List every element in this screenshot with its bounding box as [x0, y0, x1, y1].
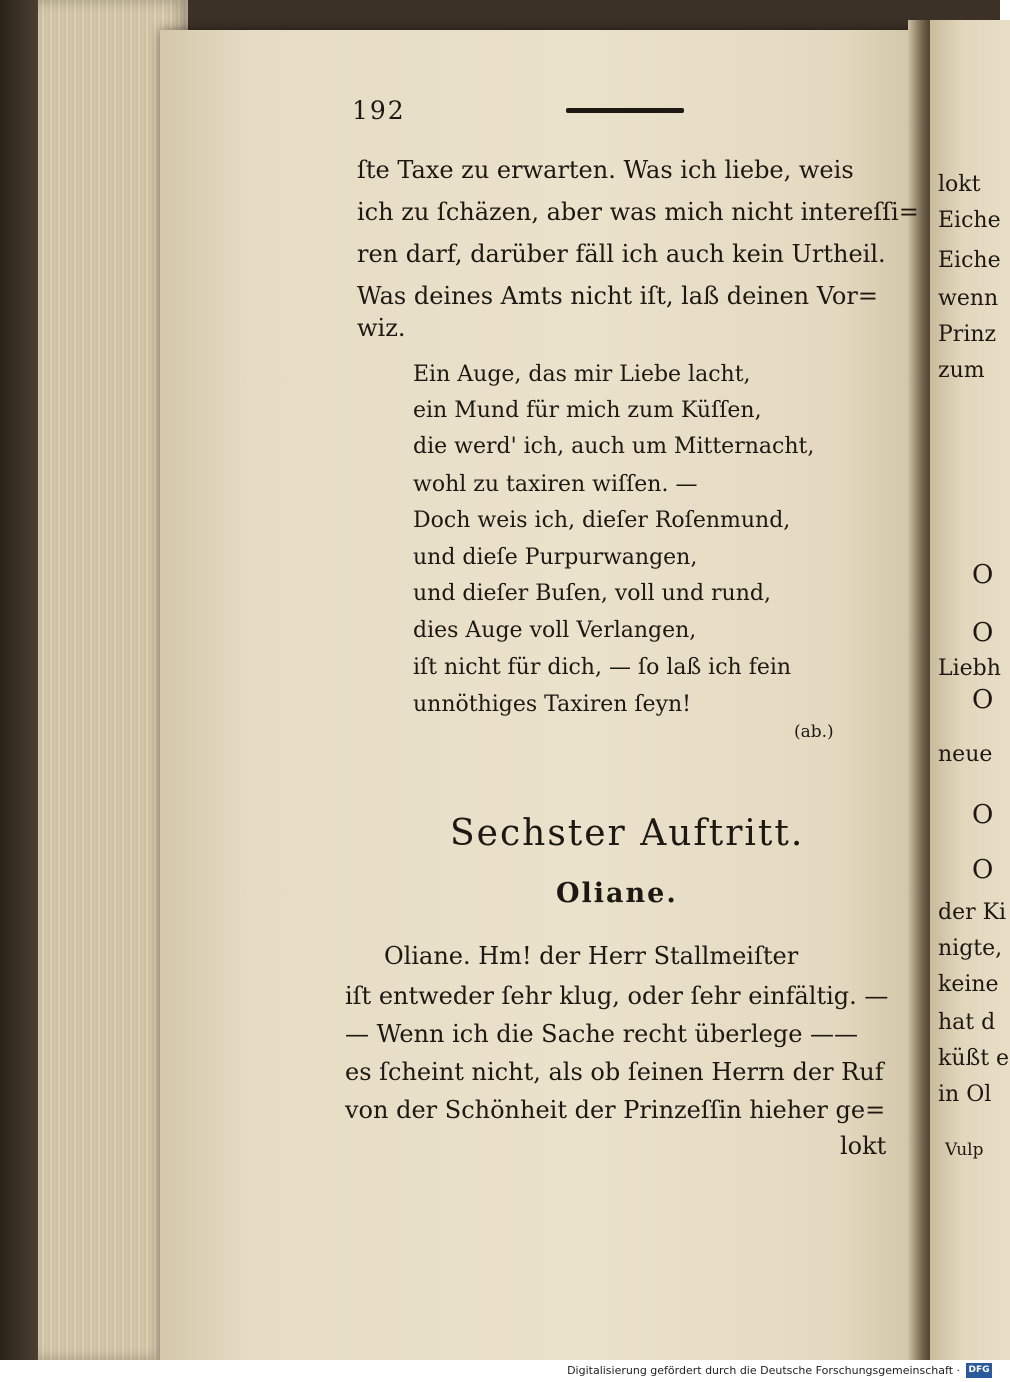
verse-line: Ein Auge, das mir Liebe lacht, — [413, 362, 751, 387]
verse-line: Doch weis ich, dieſer Roſenmund, — [413, 508, 791, 533]
next-page-fragment: O — [972, 800, 994, 830]
dialogue-line: iſt entweder ſehr klug, oder ſehr einfältig. — — [345, 982, 889, 1010]
header-rule — [566, 108, 684, 113]
next-page-fragment: Eiche — [938, 248, 1001, 273]
next-page-fragment: O — [972, 618, 994, 648]
next-page-fragment: keine — [938, 972, 999, 997]
prose-line: ich zu ſchäzen, aber was mich nicht intereſſi= — [357, 198, 919, 226]
exit-note: (ab.) — [794, 722, 834, 742]
verse-line: und dieſe Purpurwangen, — [413, 545, 698, 570]
next-page-fragment: neue — [938, 742, 993, 767]
next-page-fragment: Liebh — [938, 656, 1001, 681]
dialogue-line: von der Schönheit der Prinzeſſin hieher ge= — [345, 1096, 886, 1124]
next-page-fragment: hat d — [938, 1010, 996, 1035]
dialogue-line: — Wenn ich die Sache recht überlege —— — [345, 1020, 859, 1048]
prose-line: Was deines Amts nicht iſt, laß deinen Vor= — [357, 282, 878, 310]
verse-line: wohl zu taxiren wiſſen. — — [413, 472, 698, 497]
verse-line: die werd' ich, auch um Mitternacht, — [413, 434, 815, 459]
verse-line: unnöthiges Taxiren ſeyn! — [413, 692, 692, 717]
verse-line: dies Auge voll Verlangen, — [413, 618, 697, 643]
prose-line: ſte Taxe zu erwarten. Was ich liebe, weis — [357, 156, 854, 184]
prose-line: ren darf, darüber fäll ich auch kein Urtheil. — [357, 240, 886, 268]
next-page-fragment: der Ki — [938, 900, 1007, 925]
next-page-fragment: wenn — [938, 286, 999, 311]
next-page-fragment: zum — [938, 358, 985, 383]
next-page-fragment: lokt — [938, 172, 981, 197]
next-page-fragment: in Ol — [938, 1082, 992, 1107]
scene-heading: Sechster Auftritt. — [450, 813, 805, 854]
next-page-fragment: küßt e — [938, 1046, 1010, 1071]
next-page-fragment: O — [972, 855, 994, 885]
scene-subheading: Oliane. — [556, 878, 678, 909]
next-page-fragment: nigte, — [938, 936, 1003, 961]
dialogue-line: Oliane. Hm! der Herr Stallmeiſter — [384, 942, 799, 970]
footer-credit: Digitalisierung gefördert durch die Deutsche Forschungsgemeinschaft · — [567, 1364, 960, 1377]
catchword: lokt — [840, 1132, 887, 1160]
dfg-logo: DFG — [966, 1363, 992, 1378]
verse-line: iſt nicht für dich, — ſo laß ich fein — [413, 655, 792, 680]
next-page-fragment: O — [972, 560, 994, 590]
page-number: 192 — [352, 96, 406, 125]
next-page-fragment: Prinz — [938, 322, 997, 347]
verse-line: ein Mund für mich zum Küſſen, — [413, 398, 762, 423]
next-page-fragment: O — [972, 685, 994, 715]
next-page-fragment: Eiche — [938, 208, 1001, 233]
footer-banner — [0, 1360, 1000, 1382]
prose-line: wiz. — [357, 314, 406, 342]
next-page-fragment: Vulp — [945, 1140, 984, 1160]
dialogue-line: es ſcheint nicht, als ob ſeinen Herrn der Ruf — [345, 1058, 884, 1086]
verse-line: und dieſer Buſen, voll und rund, — [413, 581, 771, 606]
